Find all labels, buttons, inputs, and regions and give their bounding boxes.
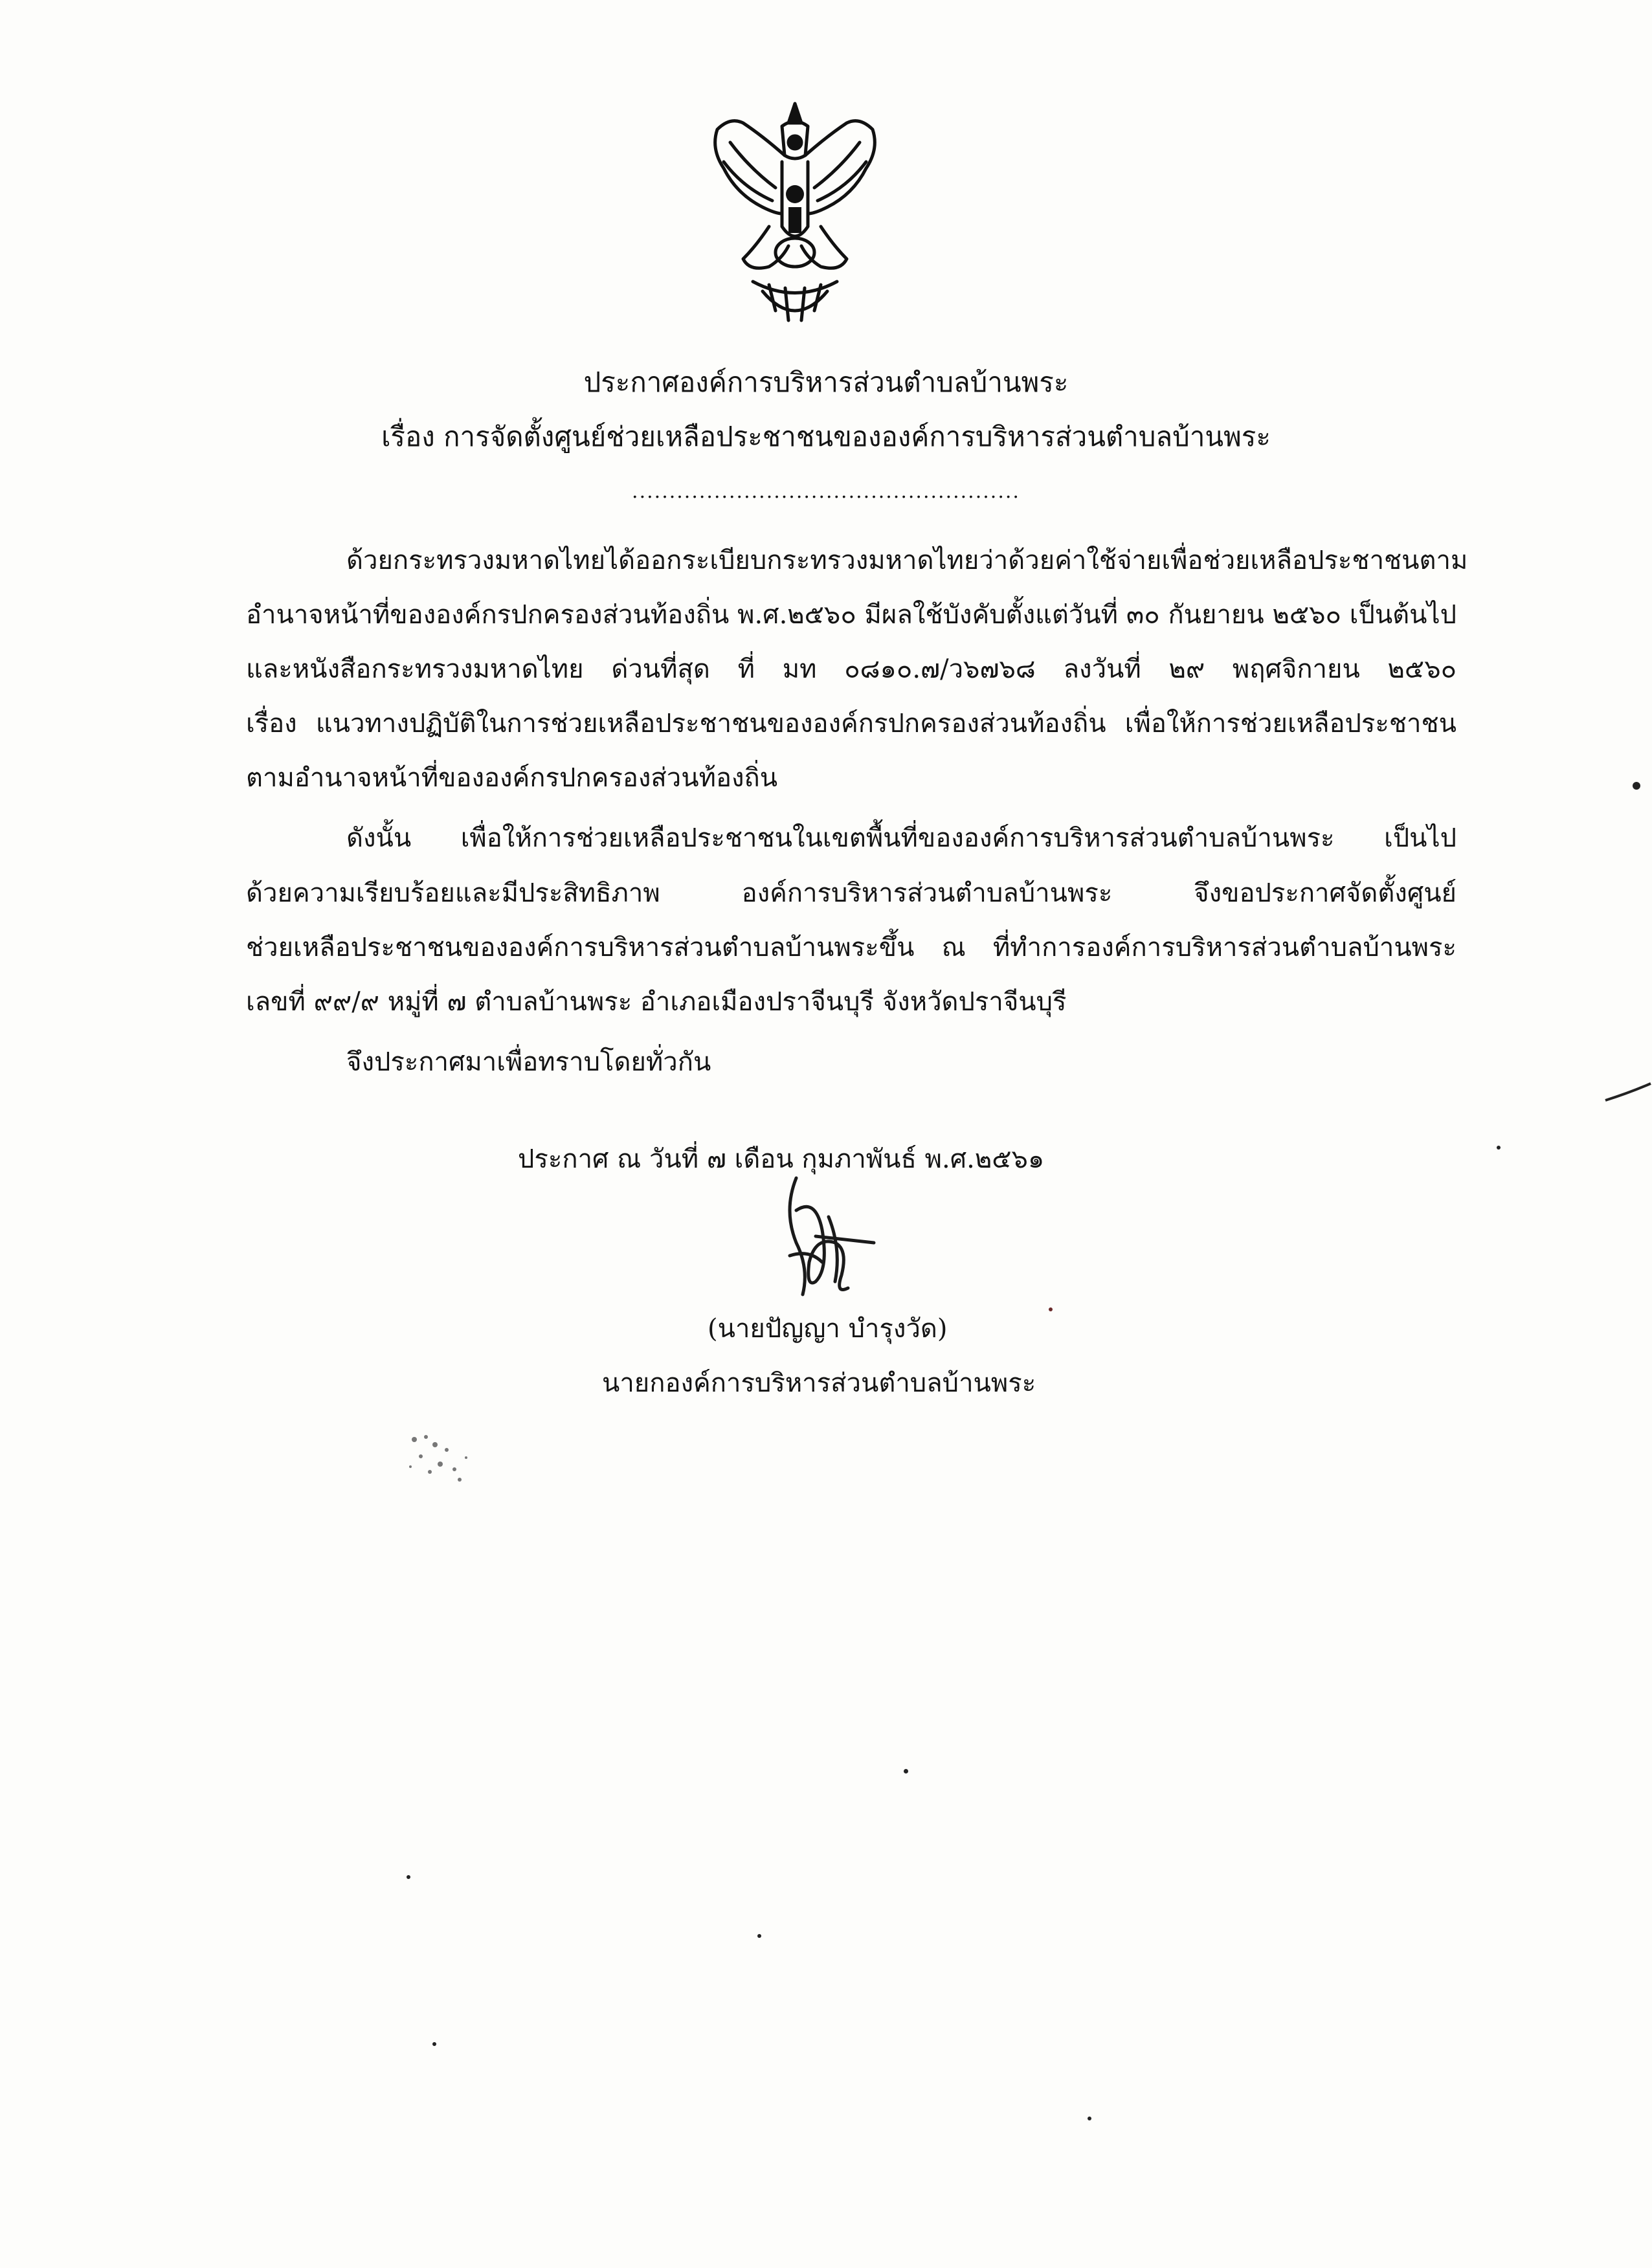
scan-speck xyxy=(432,2042,436,2046)
scan-speck xyxy=(1497,1146,1501,1150)
handwritten-signature xyxy=(770,1172,880,1301)
announcement-title: ประกาศองค์การบริหารส่วนตำบลบ้านพระ xyxy=(583,366,1069,398)
paragraph-2-line-1: ดังนั้น เพื่อให้การช่วยเหลือประชาชนในเขตพื้นที่ขององค์การบริหารส่วนตำบลบ้านพระ เป็นไป xyxy=(346,823,1457,853)
paragraph-1-line-4: เรื่อง แนวทางปฏิบัติในการช่วยเหลือประชาชนขององค์กรปกครองส่วนท้องถิ่น เพื่อให้การช่วยเหลือประชาชน xyxy=(246,709,1457,739)
closing-statement: จึงประกาศมาเพื่อทราบโดยทั่วกัน xyxy=(346,1047,711,1077)
garuda-emblem xyxy=(691,97,899,337)
scan-speck xyxy=(407,1875,410,1879)
announcement-date: ประกาศ ณ วันที่ ๗ เดือน กุมภาพันธ์ พ.ศ.๒๕๖๑ xyxy=(518,1144,1045,1174)
announcement-subject: เรื่อง การจัดตั้งศูนย์ช่วยเหลือประชาชนขององค์การบริหารส่วนตำบลบ้านพระ xyxy=(381,421,1271,452)
paragraph-1-line-2: อำนาจหน้าที่ขององค์กรปกครองส่วนท้องถิ่น พ.ศ.๒๕๖๐ มีผลใช้บังคับตั้งแต่วันที่ ๓๐ กันยายน ๒๕๖๐ เป็นต้นไป xyxy=(246,600,1457,630)
scan-speck xyxy=(1633,782,1640,790)
paragraph-1-line-5: ตามอำนาจหน้าที่ขององค์กรปกครองส่วนท้องถิ่น xyxy=(246,763,778,793)
paragraph-1-line-3: และหนังสือกระทรวงมหาดไทย ด่วนที่สุด ที่ มท ๐๘๑๐.๗/ว๖๗๖๘ ลงวันที่ ๒๙ พฤศจิกายน ๒๕๖๐ xyxy=(246,654,1457,684)
dotted-divider: .................................................... xyxy=(632,480,1020,503)
paragraph-2-line-2: ด้วยความเรียบร้อยและมีประสิทธิภาพ องค์การบริหารส่วนตำบลบ้านพระ จึงขอประกาศจัดตั้งศูนย์ xyxy=(246,878,1457,908)
stamp-smudge xyxy=(401,1430,479,1489)
paragraph-2-line-3: ช่วยเหลือประชาชนขององค์การบริหารส่วนตำบลบ้านพระขึ้น ณ ที่ทำการองค์การบริหารส่วนตำบลบ้านพระ xyxy=(246,933,1457,962)
scan-speck xyxy=(1088,2117,1091,2120)
scan-speck xyxy=(904,1769,908,1773)
signer-name: (นายปัญญา บำรุงวัด) xyxy=(708,1314,948,1344)
scan-speck xyxy=(1049,1307,1053,1311)
paragraph-1-line-1: ด้วยกระทรวงมหาดไทยได้ออกระเบียบกระทรวงมหาดไทยว่าด้วยค่าใช้จ่ายเพื่อช่วยเหลือประชาชนตาม xyxy=(346,546,1468,575)
scan-speck xyxy=(757,1934,761,1938)
paragraph-2-line-4: เลขที่ ๙๙/๙ หมู่ที่ ๗ ตำบลบ้านพระ อำเภอเมืองปราจีนบุรี จังหวัดปราจีนบุรี xyxy=(246,987,1067,1017)
signer-title: นายกองค์การบริหารส่วนตำบลบ้านพระ xyxy=(602,1368,1036,1398)
scan-mark xyxy=(1604,1080,1652,1106)
